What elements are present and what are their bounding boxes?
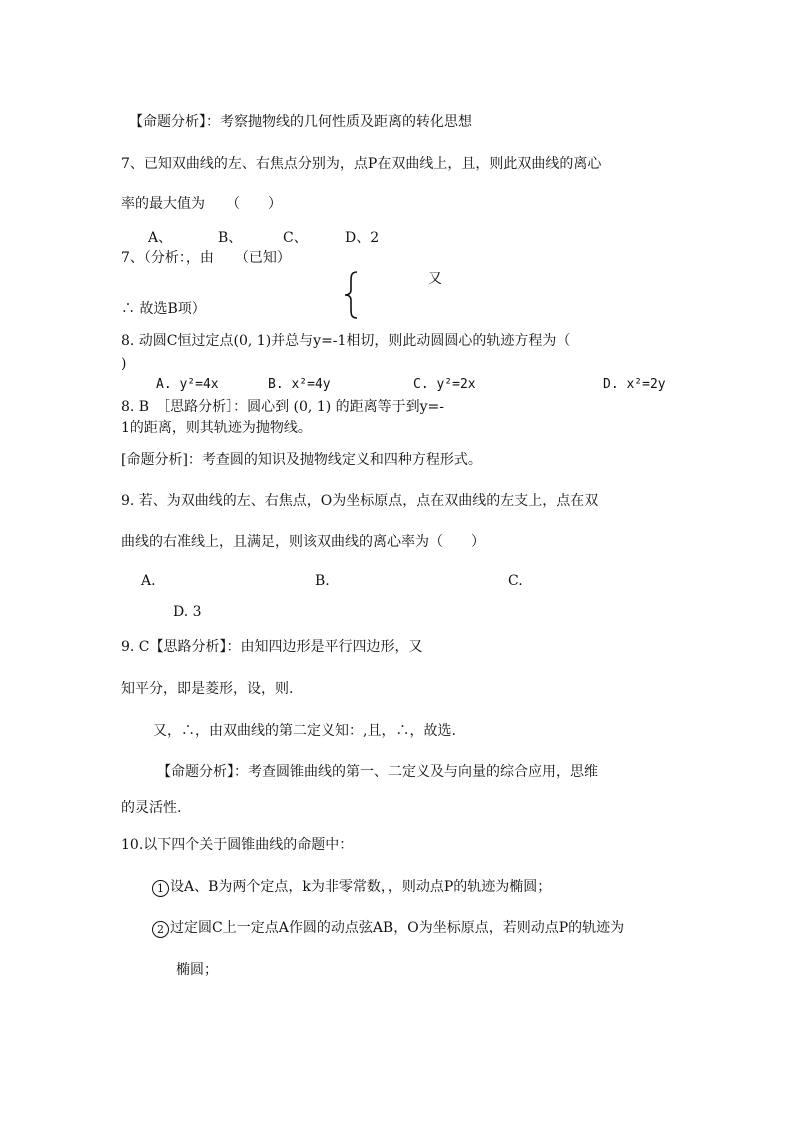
q9-option-a: A. — [141, 573, 156, 589]
proposition-analysis-8: [命题分析]：考查圆的知识及抛物线定义和四种方程形式。 — [121, 452, 482, 468]
question-9-stem: 9. 若、为双曲线的左、右焦点，O为坐标原点，点在双曲线的左支上，点在双 — [121, 493, 599, 509]
q10-proposition-1 — [152, 879, 551, 897]
q8-option-d: D. x²=2y — [603, 377, 666, 392]
q9-solution: 9. C【思路分析】：由知四边形是平行四边形，又 — [121, 639, 423, 655]
q8-solution-cont: 1的距离，则其轨迹为抛物线。 — [121, 420, 312, 436]
q8-option-a: A. y²=4x — [156, 377, 219, 392]
proposition-analysis-9: 【命题分析】：考查圆锥曲线的第一、二定义及与向量的综合应用，思维 — [157, 764, 598, 780]
q9-solution-cont-2: 又，∴，由双曲线的第二定义知：,且，∴，故选. — [153, 723, 456, 739]
q9-solution-cont: 知平分，即是菱形，设，则. — [121, 681, 294, 697]
q7-analysis-you: 又 — [428, 271, 442, 287]
circled-number-1: 1 — [152, 880, 169, 897]
left-brace-icon — [341, 270, 363, 320]
q10-proposition-2-text: 过定圆C上一定点A作圆的动点弦AB，O为坐标原点，若则动点P的轨迹为 — [170, 920, 625, 936]
question-7-stem-cont: 率的最大值为 （ ） — [121, 196, 282, 212]
q9-option-c: C. — [508, 573, 523, 589]
q8-solution: 8. B ［思路分析］：圆心到 (0, 1) 的距离等于到y=- — [121, 399, 445, 415]
q7-option-d: D、2 — [345, 230, 380, 246]
q7-analysis: 7、（分析：，由 （已知） — [121, 250, 291, 266]
q8-option-b: B. x²=4y — [268, 377, 331, 392]
circled-number-2: 2 — [152, 921, 169, 938]
question-8-stem-cont: ) — [121, 356, 127, 372]
question-9-stem-cont: 曲线的右准线上，且满足，则该双曲线的离心率为（ ） — [121, 534, 485, 550]
proposition-analysis-6: 【命题分析】：考察抛物线的几何性质及距离的转化思想 — [129, 114, 472, 130]
q7-option-c: C、 — [283, 230, 308, 246]
q7-option-a: A、 — [148, 230, 173, 246]
q9-option-b: B. — [315, 573, 330, 589]
q7-conclusion: ∴ 故选B项） — [121, 301, 206, 317]
q7-option-b: B、 — [218, 230, 243, 246]
question-8-stem: 8. 动圆C恒过定点(0, 1)并总与y=-1相切，则此动圆圆心的轨迹方程为（ — [121, 333, 571, 349]
q9-option-d: D. 3 — [173, 604, 202, 620]
proposition-analysis-9-cont: 的灵活性. — [121, 800, 182, 816]
q10-proposition-2-cont: 椭圆； — [176, 962, 218, 978]
q8-option-c: C. y²=2x — [413, 377, 476, 392]
q10-proposition-1-text: 设A、B为两个定点，k为非零常数，，则动点P的轨迹为椭圆； — [170, 879, 552, 895]
question-7-stem: 7、已知双曲线的左、右焦点分别为，点P在双曲线上，且，则此双曲线的离心 — [121, 156, 602, 172]
question-10-stem: 10.以下四个关于圆锥曲线的命题中： — [121, 837, 354, 853]
q10-proposition-2 — [152, 920, 624, 938]
